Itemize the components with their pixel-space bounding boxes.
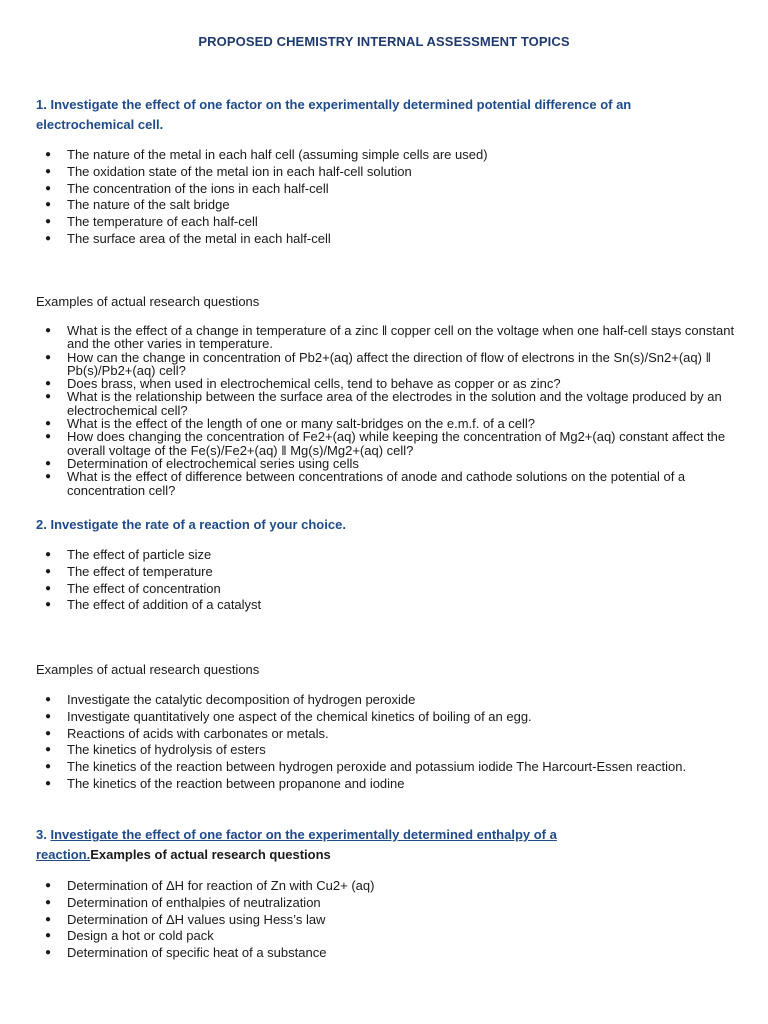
list-item: ● The temperature of each half-cell: [36, 214, 736, 231]
list-item: ● Reactions of acids with carbonates or metals.: [36, 726, 736, 743]
section-3-heading: [36, 825, 636, 865]
list-item: ● The effect of concentration: [36, 581, 736, 598]
section-1-number: 1.: [36, 97, 47, 112]
list-item: ● What is the effect of the length of one or many salt-bridges on the e.m.f. of a cell?: [36, 417, 736, 430]
list-item: ● Determination of ΔH for reaction of Zn with Cu2+ (aq): [36, 878, 736, 895]
list-item: ● The kinetics of hydrolysis of esters: [36, 742, 736, 759]
section-2-factors-list: [36, 547, 736, 614]
section-2-heading-text: Investigate the rate of a reaction of your choice.: [50, 517, 346, 532]
list-item: ● How can the change in concentration of Pb2+(aq) affect the direction of flow of electrons in the Sn(s)/Sn2+(aq) ‖ Pb(s)/Pb2+(aq) cell?: [36, 351, 736, 378]
list-item: ● Investigate the catalytic decomposition of hydrogen peroxide: [36, 692, 736, 709]
list-item: ● The concentration of the ions in each half-cell: [36, 181, 736, 198]
section-1-factors-list: [36, 147, 736, 248]
section-2-examples-list: [36, 692, 736, 793]
list-item: ● Investigate quantitatively one aspect of the chemical kinetics of boiling of an egg.: [36, 709, 736, 726]
list-item: ● Determination of enthalpies of neutralization: [36, 895, 736, 912]
list-item: ● The effect of particle size: [36, 547, 736, 564]
section-3-heading-tail: Examples of actual research questions: [90, 847, 331, 862]
list-item: ● The surface area of the metal in each half-cell: [36, 231, 736, 248]
list-item: ● Does brass, when used in electrochemical cells, tend to behave as copper or as zinc?: [36, 377, 736, 390]
list-item: ● The nature of the metal in each half cell (assuming simple cells are used): [36, 147, 736, 164]
list-item: ● The effect of temperature: [36, 564, 736, 581]
list-item: ● What is the effect of a change in temperature of a zinc ‖ copper cell on the voltage when one half-cell stays constant and the other varies in temperature.: [36, 324, 736, 351]
list-item: ● How does changing the concentration of Fe2+(aq) while keeping the concentration of Mg2+(aq) constant affect the overall voltage of the Fe(s)/Fe2+(aq) ‖ Mg(s)/Mg2+(aq) cell?: [36, 430, 736, 457]
section-3-number: 3.: [36, 827, 47, 842]
section-2-examples-label: Examples of actual research questions: [36, 662, 260, 677]
section-3-examples-list: [36, 878, 736, 962]
section-1-examples-label: Examples of actual research questions: [36, 294, 260, 309]
list-item: ● What is the relationship between the surface area of the electrodes in the solution and the voltage produced by an electrochemical cell?: [36, 390, 736, 417]
list-item: ● The kinetics of the reaction between propanone and iodine: [36, 776, 736, 793]
list-item: ● The kinetics of the reaction between hydrogen peroxide and potassium iodide The Harcourt-Essen reaction.: [36, 759, 736, 776]
list-item: ● Determination of electrochemical series using cells: [36, 457, 736, 470]
section-3-heading-text: Investigate the effect of one factor on the experimentally determined enthalpy of a reaction.: [36, 827, 557, 862]
list-item: ● Determination of specific heat of a substance: [36, 945, 736, 962]
list-item: ● The nature of the salt bridge: [36, 197, 736, 214]
section-2-number: 2.: [36, 517, 47, 532]
list-item: ● Determination of ΔH values using Hess’s law: [36, 912, 736, 929]
document-title: PROPOSED CHEMISTRY INTERNAL ASSESSMENT TOPICS: [198, 34, 570, 49]
section-2-heading: [36, 515, 726, 535]
section-1-heading: [36, 95, 726, 135]
section-1-heading-text: Investigate the effect of one factor on the experimentally determined potential difference of an electrochemical cell.: [36, 97, 632, 132]
list-item: ● Design a hot or cold pack: [36, 928, 736, 945]
list-item: ● The effect of addition of a catalyst: [36, 597, 736, 614]
list-item: ● The oxidation state of the metal ion in each half-cell solution: [36, 164, 736, 181]
list-item: ● What is the effect of difference between concentrations of anode and cathode solutions on the potential of a concentration cell?: [36, 470, 736, 497]
section-1-examples-list: [36, 324, 736, 497]
